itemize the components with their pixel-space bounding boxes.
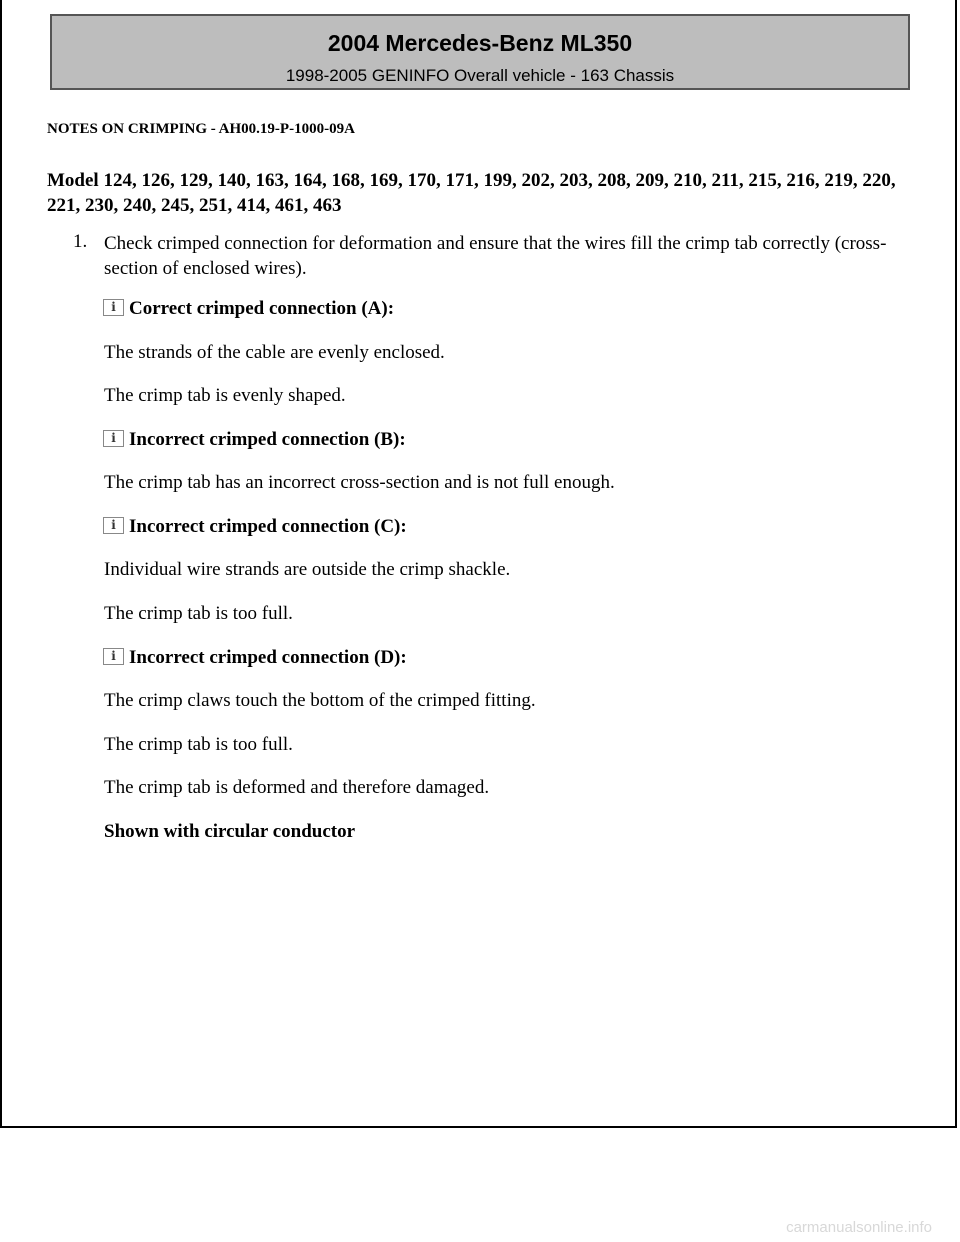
section-d-line-2: The crimp tab is too full.: [104, 734, 293, 755]
info-icon[interactable]: i: [103, 430, 124, 447]
footer-watermark: carmanualsonline.info: [786, 1219, 932, 1236]
section-a-heading: [103, 298, 394, 321]
section-d-heading-text: Incorrect crimped connection (D):: [129, 647, 407, 668]
section-a-heading-text: Correct crimped connection (A):: [129, 298, 395, 319]
section-c-line-1: Individual wire strands are outside the crimp shackle.: [104, 559, 511, 580]
figure-caption: Shown with circular conductor: [104, 821, 356, 842]
section-c-heading-text: Incorrect crimped connection (C):: [129, 516, 407, 537]
section-d-heading: [103, 647, 407, 670]
section-d-line-1: The crimp claws touch the bottom of the crimped fitting.: [104, 690, 536, 711]
section-c-heading: [103, 516, 407, 539]
section-a-line-1: The strands of the cable are evenly enclosed.: [104, 342, 445, 363]
step-text: Check crimped connection for deformation and ensure that the wires fill the crimp tab correctly (cross-section of enclosed wires).: [104, 233, 887, 279]
header-title: 2004 Mercedes-Benz ML350: [327, 29, 633, 56]
section-a-line-2: The crimp tab is evenly shaped.: [104, 385, 346, 406]
section-b-heading: [103, 429, 406, 452]
header-subtitle: 1998-2005 GENINFO Overall vehicle - 163 Chassis: [285, 66, 675, 85]
info-icon[interactable]: i: [103, 648, 124, 665]
step-number: 1.: [73, 231, 88, 252]
info-icon[interactable]: i: [103, 517, 124, 534]
section-b-heading-text: Incorrect crimped connection (B):: [129, 429, 406, 450]
info-icon[interactable]: i: [103, 299, 124, 316]
section-b-line-1: The crimp tab has an incorrect cross-section and is not full enough.: [104, 472, 615, 493]
model-applicability: Model 124, 126, 129, 140, 163, 164, 168, 169, 170, 171, 199, 202, 203, 208, 209, 210, 211, 215, 216, 219, 220, 221, 230, 240, 245, 251, 414, 461, 463: [47, 170, 896, 216]
document-header: [50, 14, 910, 90]
document-id: NOTES ON CRIMPING - AH00.19-P-1000-09A: [47, 121, 355, 137]
section-c-line-2: The crimp tab is too full.: [104, 603, 293, 624]
section-d-line-3: The crimp tab is deformed and therefore damaged.: [104, 777, 490, 798]
